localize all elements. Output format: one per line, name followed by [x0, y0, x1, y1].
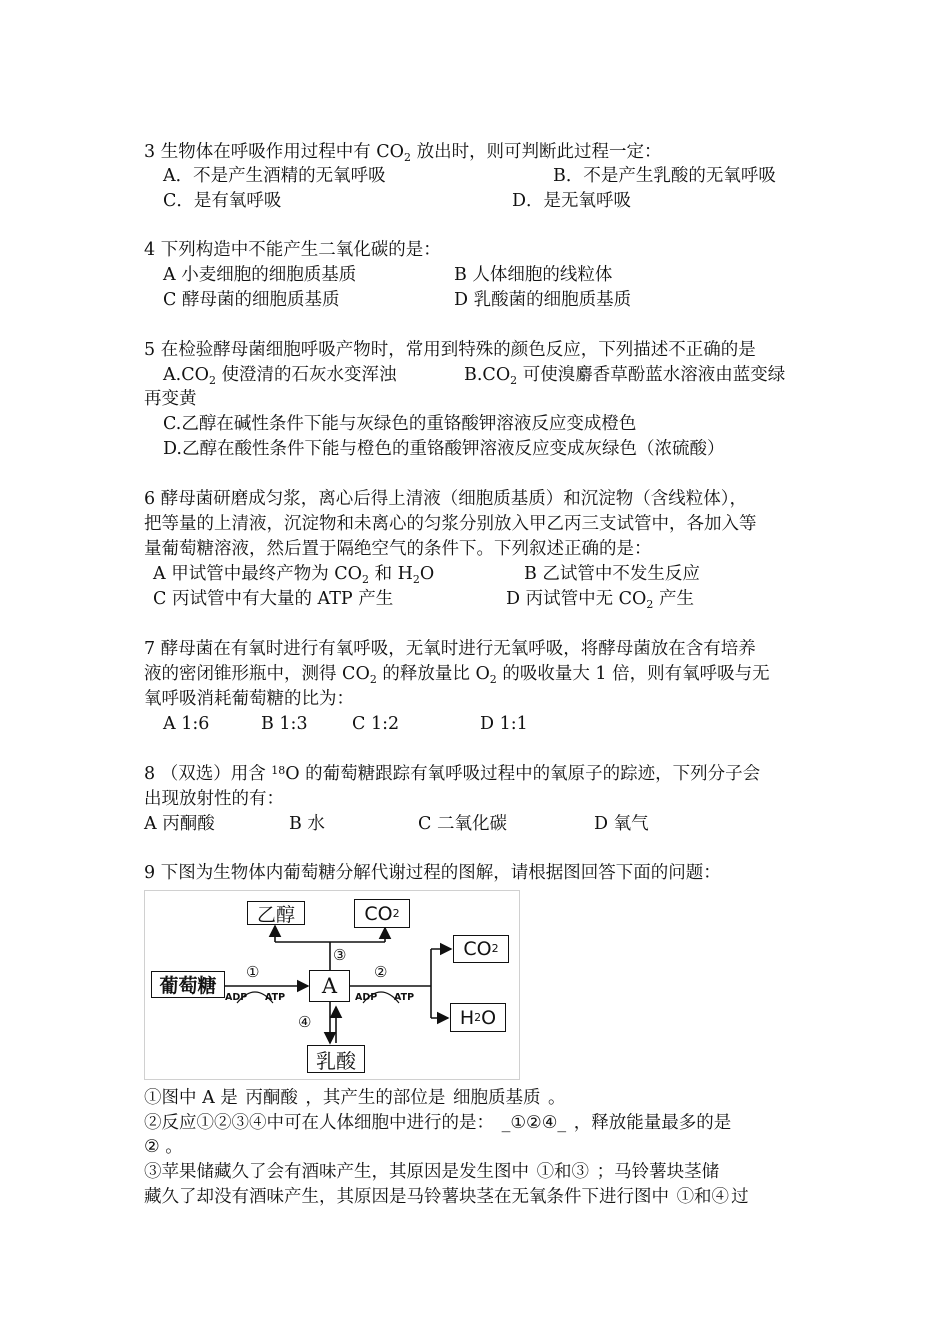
label-reaction-3: ③ [333, 946, 347, 964]
co2-top-box: CO 2 [354, 899, 410, 928]
q6-stem-line-2: 把等量的上清液，沉淀物和未离心的匀浆分别放入甲乙丙三支试管中，各加入等 [144, 514, 757, 534]
q4-option-d: D 乳酸菌的细胞质基质 [454, 290, 632, 310]
adp-label-1: ADP [225, 992, 248, 1003]
q7-stem-line-3: 氧呼吸消耗葡萄糖的比为： [144, 689, 354, 709]
q5-option-a: $A.CO_2$ 使澄清的石灰水变浑浊 [163, 365, 397, 387]
q3-option-a: A．不是产生酒精的无氧呼吸 [163, 166, 386, 186]
q5-option-b: $B.CO_2$ 可使溴麝香草酚蓝水溶液由蓝变绿 [464, 365, 786, 387]
q3-stem: 3 生物体在呼吸作用过程中有 $CO_2$ 放出时，则可判断此过程一定： [144, 142, 662, 164]
q8-option-b: B 水 [289, 814, 325, 834]
q3-option-d: D．是无氧呼吸 [512, 191, 632, 211]
q9-answer-2: ②反应①②③④中可在人体细胞中进行的是： _①②④_ ，释放能量最多的是 [144, 1113, 732, 1133]
q7-option-c: C 1:2 [352, 714, 400, 734]
q9-answer-3: ③苹果储藏久了会有酒味产生，其原因是发生图中 ①和③ ；马铃薯块茎储 [144, 1162, 720, 1182]
q8-option-c: C 二氧化碳 [418, 814, 507, 834]
atp-label-2: ATP [394, 992, 415, 1003]
q3-option-b: B．不是产生乳酸的无氧呼吸 [553, 166, 776, 186]
label-reaction-4: ④ [298, 1013, 312, 1031]
q6-option-a: A 甲试管中最终产物为 $CO_2$ 和 $H_2O$ [153, 564, 435, 586]
glucose-box: 葡萄糖 [151, 971, 225, 998]
q8-option-d: D 氧气 [594, 814, 649, 834]
q6-option-d: D 丙试管中无 $CO_2$ 产生 [506, 589, 694, 611]
q9-stem: 9 下图为生物体内葡萄糖分解代谢过程的图解，请根据图回答下面的问题： [144, 863, 721, 883]
q5-option-b-continued: 再变黄 [144, 389, 197, 409]
ethanol-box: 乙醇 [247, 901, 305, 925]
q5-option-d: D.乙醇在酸性条件下能与橙色的重铬酸钾溶液反应变成灰绿色（浓硫酸） [163, 439, 725, 459]
q7-stem-line-1: 7 酵母菌在有氧时进行有氧呼吸，无氧时进行无氧呼吸，将酵母菌放在含有培养 [144, 639, 756, 659]
q7-option-a: A 1:6 [163, 714, 210, 734]
glucose-metabolism-diagram [144, 890, 520, 1080]
a-box: A [309, 970, 350, 1002]
q7-stem-line-2: 液的密闭锥形瓶中，测得 $CO_2$ 的释放量比 $O_2$ 的吸收量大 1 倍，则有氧呼吸与无 [144, 664, 770, 686]
atp-label-1: ATP [265, 992, 286, 1003]
q6-option-b: B 乙试管中不发生反应 [524, 564, 700, 584]
h2o-box: H 2 O [450, 1003, 506, 1032]
q7-option-b: B 1:3 [261, 714, 308, 734]
q8-stem-line-2: 出现放射性的有： [144, 789, 284, 809]
q4-option-c: C 酵母菌的细胞质基质 [163, 290, 340, 310]
q6-option-c: C 丙试管中有大量的 ATP 产生 [153, 589, 394, 609]
q4-stem: 4 下列构造中不能产生二氧化碳的是： [144, 240, 441, 260]
q9-answer-3-continued: 藏久了却没有酒味产生，其原因是马铃薯块茎在无氧条件下进行图中 ①和④ 过 [144, 1187, 749, 1207]
q7-option-d: D 1:1 [480, 714, 528, 734]
lactic-acid-box: 乳酸 [307, 1045, 365, 1073]
q9-answer-2-continued: ② 。 [144, 1137, 183, 1157]
q5-option-c: C.乙醇在碱性条件下能与灰绿色的重铬酸钾溶液反应变成橙色 [163, 414, 637, 434]
q6-stem-line-1: 6 酵母菌研磨成匀浆，离心后得上清液（细胞质基质）和沉淀物（含线粒体）， [144, 489, 747, 509]
q4-option-b: B 人体细胞的线粒体 [454, 265, 613, 285]
q3-option-c: C．是有氧呼吸 [163, 191, 282, 211]
q5-stem: 5 在检验酵母菌细胞呼吸产物时，常用到特殊的颜色反应，下列描述不正确的是 [144, 340, 756, 360]
q6-stem-line-3: 量葡萄糖溶液，然后置于隔绝空气的条件下。下列叙述正确的是： [144, 539, 652, 559]
q8-option-a: A 丙酮酸 [144, 814, 215, 834]
adp-label-2: ADP [355, 992, 378, 1003]
label-reaction-1: ① [246, 963, 260, 981]
co2-right-box: CO 2 [453, 935, 509, 963]
q9-answer-1: ①图中 A 是 丙酮酸 ，其产生的部位是 细胞质基质 。 [144, 1088, 566, 1108]
label-reaction-2: ② [374, 963, 388, 981]
q8-stem-line-1: 8 （双选）用含 $^{18}$O 的葡萄糖跟踪有氧呼吸过程中的氧原子的踪迹，下列分子会 [144, 764, 761, 784]
q4-option-a: A 小麦细胞的细胞质基质 [163, 265, 357, 285]
